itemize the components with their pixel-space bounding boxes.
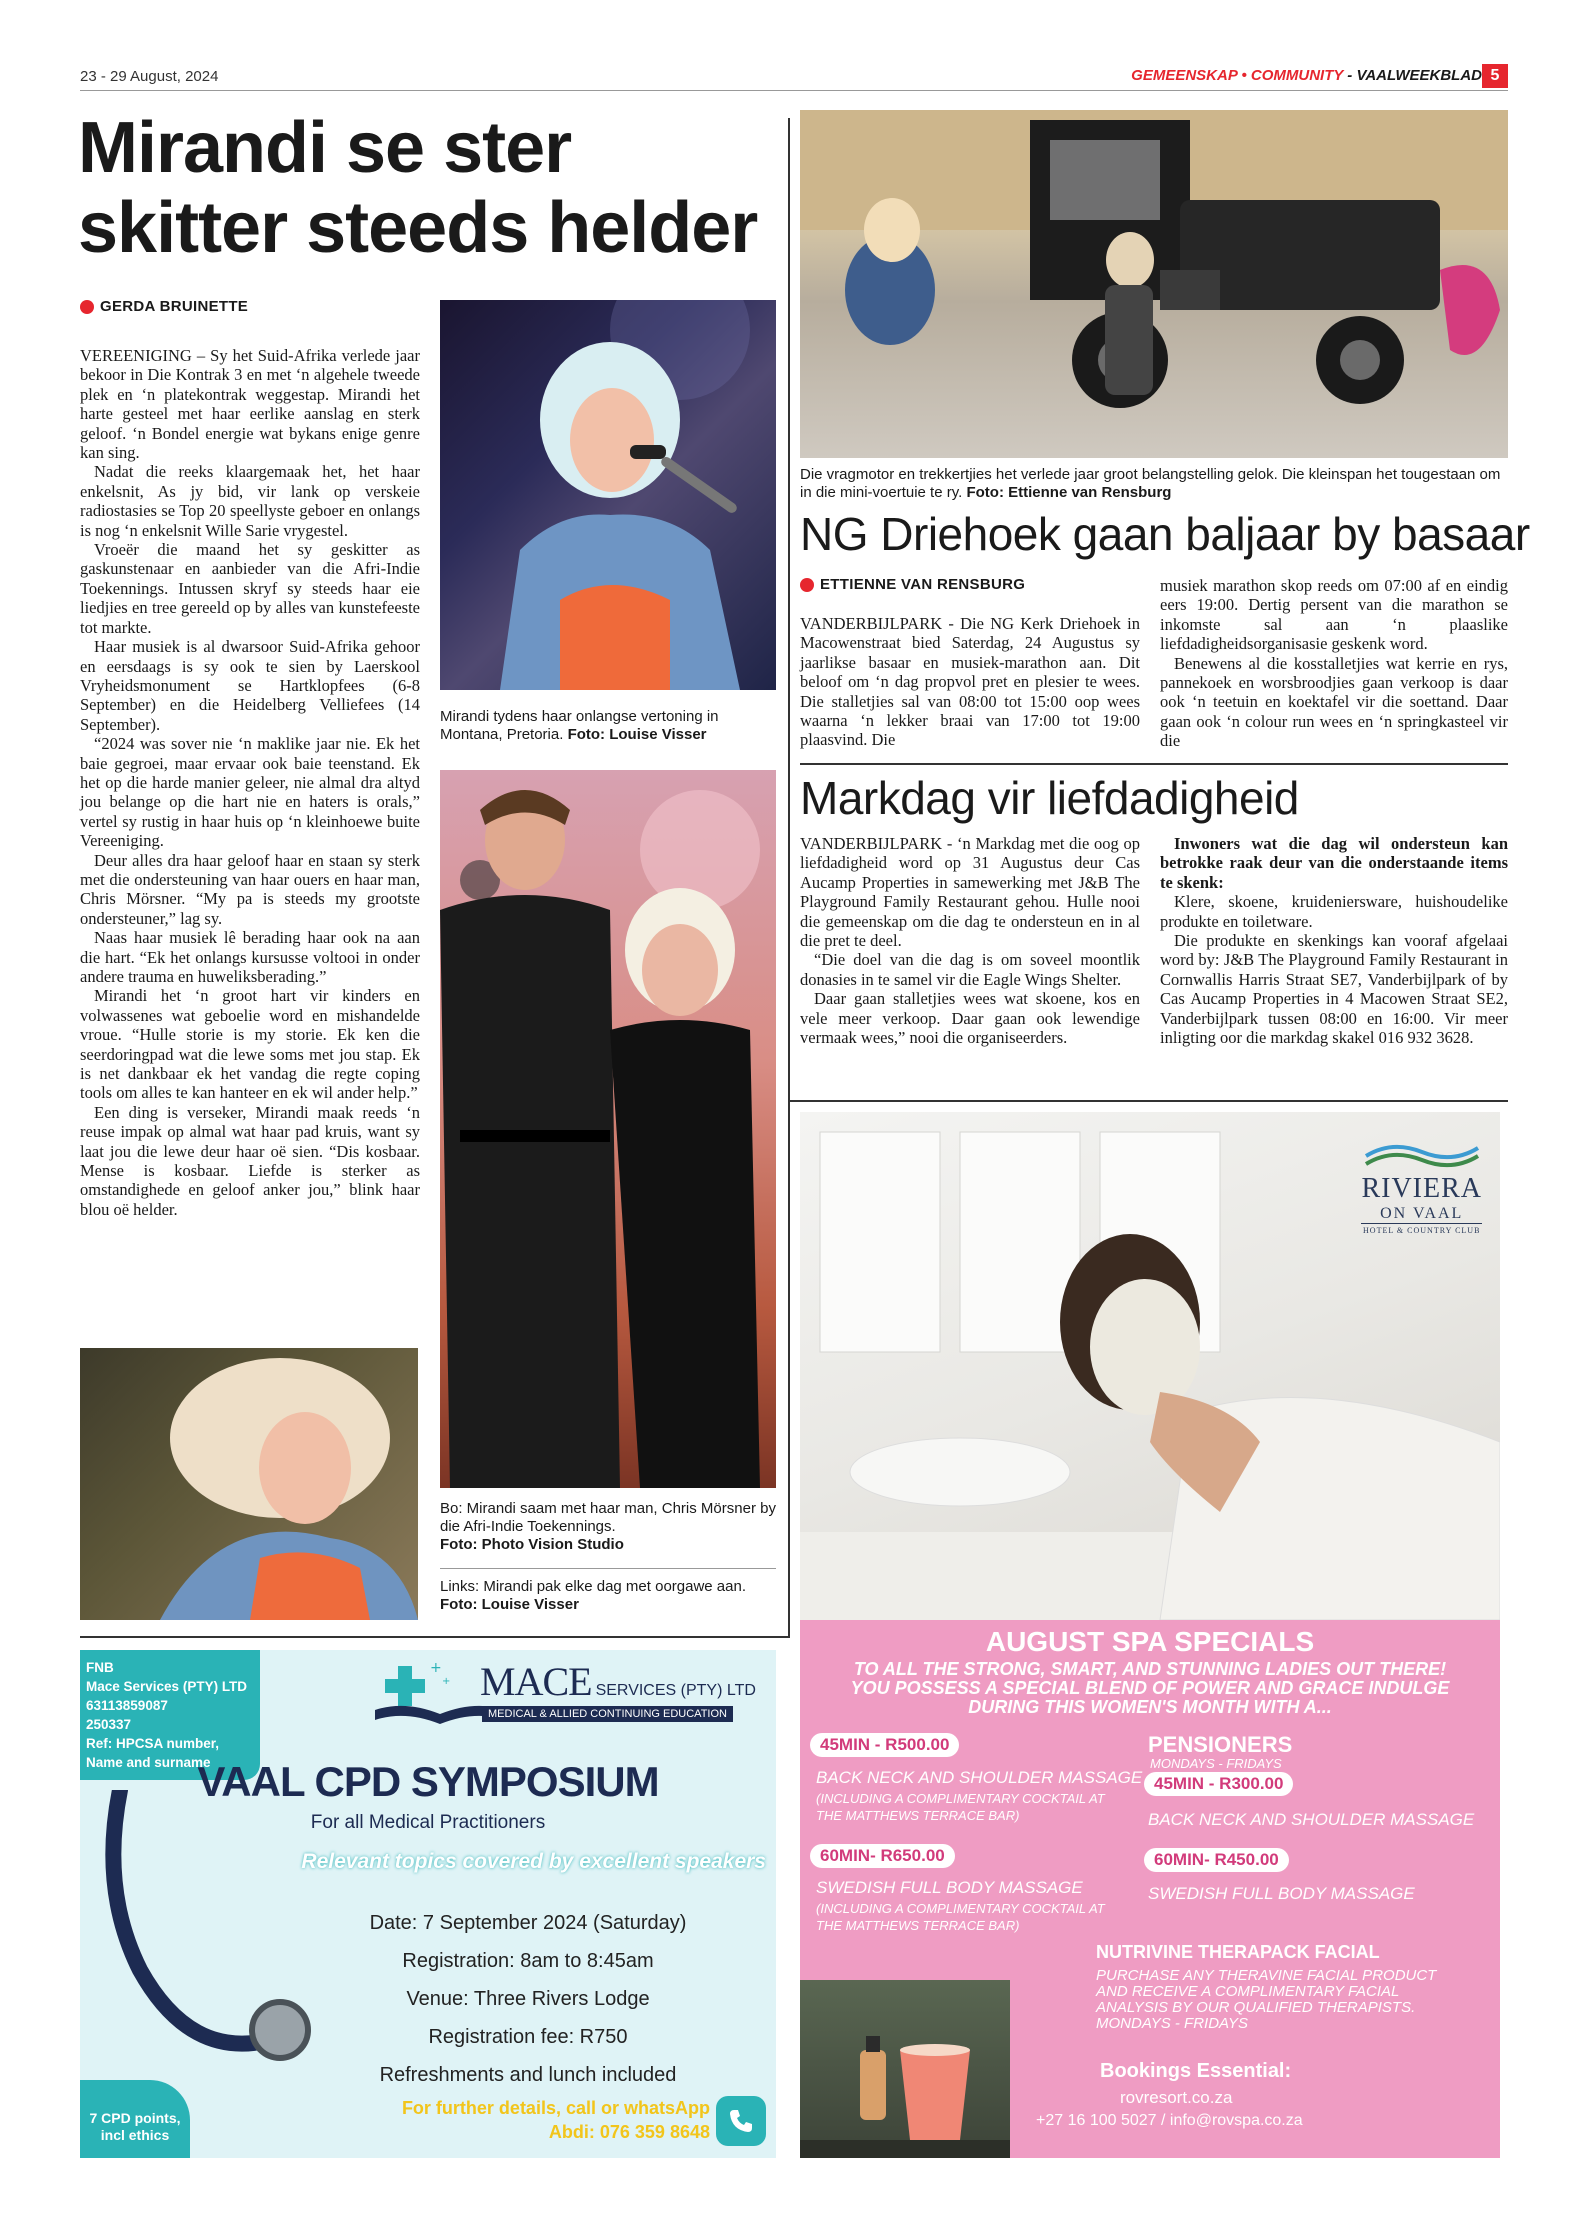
caption-credit: Foto: Louise Visser: [440, 1596, 579, 1613]
spa-ad-frame: [788, 1100, 1508, 1102]
mace-logo: [370, 1654, 770, 1736]
paragraph: Die produkte en skenkings kan vooraf afgelaai word by: J&B The Playground Family Restaurant in Cornwallis Harris Straat SE7, Vanderbijlpark of by Cas Aucamp Properties in 4 Macowen Straat SE2, Vanderbijlpark tussen 08:00 en 16:00. Vir meer inligting oor die markdag skakel 016 932 3628.: [1160, 931, 1508, 1048]
paragraph: Daar gaan stalletjies wees wat skoene, kos en vele meer verkoop. Daar gaan ook lewendige vermaak wees,” nooi die organiseerders.: [800, 989, 1140, 1048]
box-bottom-rule: [80, 1636, 790, 1638]
caption-mirandi-1: [440, 708, 776, 744]
headline-line-2: skitter steeds helder: [78, 188, 758, 268]
bookings-label: Bookings Essential:: [1100, 2060, 1292, 2082]
byline-name: GERDA BRUINETTE: [100, 298, 249, 315]
cpd-ad: [80, 1650, 776, 2158]
paragraph: Een ding is verseker, Mirandi maak reeds ‘n reuse impak op almal wat haar pad kruis, want sy laat jou die lewe deur haar oë sien. “Dis kosbaar. Mense is kosbaar. Liefde is sterker as omstandighede en geloof anker jou,” blink haar blou oë helder.: [80, 1102, 420, 1219]
cpd-date: Date: 7 September 2024 (Saturday): [369, 1912, 687, 1934]
cpd-venue: Venue: Three Rivers Lodge: [406, 1988, 650, 2010]
caption-text: Mirandi tydens haar onlangse vertoning in Montana, Pretoria.: [440, 708, 719, 743]
price-tag-2: 60MIN- R650.00: [810, 1844, 955, 1868]
cocktail-photo: [800, 1980, 1010, 2158]
phone-handset-icon: [726, 2106, 756, 2136]
cpd-registration: Registration: 8am to 8:45am: [402, 1950, 654, 1972]
markdag-col-2-text: [1160, 892, 1508, 1047]
basaar-bottom-rule: [800, 763, 1508, 765]
markdag-col-2: [1160, 834, 1508, 1047]
truck-illustration: [800, 110, 1508, 458]
header-section: [1131, 67, 1482, 84]
caption-mirandi-3: [440, 1578, 776, 1614]
byline-dot: [800, 578, 814, 592]
caption-text: Links: Mirandi pak elke dag met oorgawe aan.: [440, 1578, 747, 1595]
section-name: GEMEENSKAP • COMMUNITY: [1131, 67, 1344, 84]
paragraph: Klere, skoene, kruideniersware, huishoudelike produkte en toiletware.: [1160, 892, 1508, 931]
spa-title: AUGUST SPA SPECIALS: [985, 1626, 1315, 1657]
basaar-col-1: [800, 614, 1140, 750]
caption-mirandi-2: [440, 1500, 776, 1554]
cpd-subtitle: For all Medical Practitioners: [310, 1812, 546, 1833]
caption-truck: [800, 466, 1508, 502]
paper-name: - VAALWEEKBLAD: [1343, 67, 1482, 84]
price-tag-4: 60MIN- R450.00: [1144, 1848, 1289, 1872]
facial-text: PURCHASE ANY THERAVINE FACIAL PRODUCT AND RECEIVE A COMPLIMENTARY FACIAL ANALYSIS BY OUR QUALIFIED THERAPISTS. MONDAYS - FRIDAYS: [1096, 1967, 1437, 2032]
bank-line: FNB: [86, 1660, 114, 1675]
logo-line-2: ON VAAL: [1380, 1205, 1464, 1222]
byline-mirandi: [80, 298, 248, 315]
headline-markdag: Markdag vir liefdadigheid: [800, 772, 1299, 824]
byline-basaar: [800, 576, 1025, 593]
logo-line-3: HOTEL & COUNTRY CLUB: [1361, 1223, 1482, 1235]
paragraph: Benewens al die kosstalletjies wat kerrie en rys, pannekoek en worsbroodjies gaan verkoop is daar ook ‘n teetuin en koektafel vir die soettand. Daar gaan ook ‘n colour run wees en ‘n springkasteel vir die: [1160, 653, 1508, 751]
phone-icon[interactable]: [716, 2096, 766, 2146]
brand: MACE: [480, 1659, 592, 1704]
brand-tagline: MEDICAL & ALLIED CONTINUING EDUCATION: [482, 1706, 733, 1722]
headline-mirandi: [78, 108, 778, 268]
cpd-title: VAAL CPD SYMPOSIUM: [197, 1758, 659, 1805]
basaar-col-2: [1160, 576, 1508, 751]
paragraph: VANDERBIJLPARK - ‘n Markdag met die oog op liefdadigheid word op 31 Augustus deur Cas Aucamp Properties in samewerking met J&B The Playground Family Restaurant gehou. Hulle nooi die gemeenskap om die dag te ondersteun en in al die pret te deel.: [800, 834, 1140, 951]
paragraph: “Die doel van die dag is om soveel moontlik donasies in te samel vir die Eagle Wings Shelter.: [800, 950, 1140, 989]
headline-basaar: NG Driehoek gaan baljaar by basaar: [800, 508, 1530, 560]
caption-text: Die vragmotor en trekkertjies het verlede jaar groot belangstelling gelok. Die kleinspan het tougestaan om in die mini-voertuie te ry.: [800, 466, 1501, 501]
stage-illustration: [440, 300, 776, 690]
paragraph: musiek marathon skop reeds om 07:00 af en eindig eers 19:00. Dertig persent van die marathon se inkomste sal aan ‘n plaaslike liefdadigheidsorganisasie geskenk word.: [1160, 576, 1508, 654]
contact-line-2: Abdi: 076 359 8648: [548, 2122, 710, 2142]
cpd-details: [280, 1904, 776, 2094]
laughing-illustration: [80, 1348, 418, 1620]
logo-line-1: RIVIERA: [1361, 1173, 1482, 1204]
website: rovresort.co.za: [1120, 2088, 1233, 2107]
svg-text:+: +: [442, 1676, 451, 1687]
contact-line-1: For further details, call or whatsApp: [401, 2098, 710, 2118]
service-1: BACK NECK AND SHOULDER MASSAGE: [816, 1768, 1143, 1787]
pensioners-title: PENSIONERS: [1148, 1732, 1293, 1757]
cpd-badge: [80, 2080, 190, 2158]
paragraph: VEREENIGING – Sy het Suid-Afrika verlede jaar bekoor in Die Kontrak 3 en met ‘n algehele tweede plek en ‘n platekontrak weggestap. Mirandi het harte gesteel met haar eerlike aanslag en sterk geloof. ‘n Bondel energie wat bykans enige genre kan sing.: [80, 346, 420, 463]
headline-line-1: Mirandi se ster: [78, 108, 572, 188]
paragraph: Vroeër die maand het sy geskitter as gaskunstenaar en aanbieder van die Afri-Indie Toekennings. Intussen skryf sy steeds haar eie liedjies en tree gereeld op by alles van kunstefeeste tot markte.: [80, 540, 420, 637]
contact-info: +27 16 100 5027 / info@rovspa.co.za: [1036, 2112, 1303, 2129]
bank-line: 63113859087: [86, 1698, 168, 1713]
caption-credit: Foto: Louise Visser: [567, 726, 707, 743]
pensioners-days: MONDAYS - FRIDAYS: [1150, 1756, 1282, 1771]
cpd-topics: Relevant topics covered by excellent speakers: [301, 1850, 766, 1873]
brand-suffix: SERVICES (PTY) LTD: [595, 1682, 756, 1699]
bank-line: 250337: [86, 1717, 132, 1732]
bank-details: [80, 1650, 260, 1772]
header-date: 23 - 29 August, 2024: [80, 68, 219, 85]
bank-line: Mace Services (PTY) LTD: [86, 1679, 248, 1694]
paragraph: VANDERBIJLPARK - Die NG Kerk Driehoek in Macowenstraat bied Saterdag, 24 Augustus sy jaarlikse basaar en musiek-marathon aan. Dit beloof om ‘n dag propvol pret en plesier te wees. Die stalletjies sal van 08:00 tot 15:00 oop wees waarna ‘n lekker braai van 17:00 tot 19:00 plaasvind. Die: [800, 614, 1140, 750]
cpd-refreshments: Refreshments and lunch included: [379, 2064, 677, 2086]
article-body-mirandi: [80, 346, 420, 1219]
markdag-col-1: [800, 834, 1140, 1047]
byline-dot: [80, 300, 94, 314]
paragraph: Mirandi het ‘n groot hart vir kinders en volwassenes wat geboelie word en mishandelde vroue. “Hulle storie is my storie. Ek ken die seerdoringpad wat die lewe soms met jou stap. Ek is net dankbaar ek het vandag die regte coping tools om alles te kan hanteer en ek wil ander help.”: [80, 986, 420, 1103]
caption-divider: [440, 1568, 776, 1569]
byline-name: ETTIENNE VAN RENSBURG: [820, 576, 1026, 593]
price-tag-3: 45MIN - R300.00: [1144, 1772, 1293, 1796]
photo-mirandi-laughing: [80, 1348, 418, 1620]
paragraph: “2024 was sover nie ‘n maklike jaar nie. Ek het baie gegroei, maar ervaar ook baie teenstand. Ek het op die harde manier geleer, nie almal dra altyd jou belange op die hart nie en haters is orals,” vertel sy rustig in haar huis op ‘n kleinhoewe buite Vereeniging.: [80, 734, 420, 851]
bank-line: Name and surname: [86, 1755, 211, 1770]
caption-credit: Foto: Photo Vision Studio: [440, 1536, 624, 1553]
cocktail-illustration: [800, 1980, 1010, 2158]
cpd-contact: [280, 2096, 710, 2144]
paragraph: Nadat die reeks klaargemaak het, het haar enkelsnit, As jy bid, vir lank op verskeie radiostasies se Top 20 speellyste geboer en onlangs is nog ‘n enkelsnit Wille Sarie vrygestel.: [80, 462, 420, 540]
riviera-logo: [1361, 1138, 1482, 1235]
spa-ad-frame-left: [788, 1100, 790, 1638]
spa-ad-photo: [800, 1112, 1500, 1620]
spa-ad-panel: [800, 1620, 1500, 2158]
service-1-note: (INCLUDING A COMPLIMENTARY COCKTAIL AT THE MATTHEWS TERRACE BAR): [816, 1791, 1105, 1823]
brand-name: [480, 1658, 756, 1705]
wave-logo-icon: [1362, 1138, 1482, 1168]
paragraph: Haar musiek is al dwarsoor Suid-Afrika gehoor en eersdaags is sy ook te sien by Laerskool Vryheidsmonument se Hartklopfees (6-8 September) en die Heidelberg Velliefees (14 September).: [80, 637, 420, 734]
spa-intro: TO ALL THE STRONG, SMART, AND STUNNING LADIES OUT THERE! YOU POSSESS A SPECIAL BLEND OF POWER AND GRACE INDULGE DURING THIS WOMEN'S MONTH WITH A...: [850, 1659, 1450, 1717]
facial-title: NUTRIVINE THERAPACK FACIAL: [1096, 1942, 1380, 1962]
photo-mirandi-couple: [440, 770, 776, 1488]
caption-credit: Foto: Ettienne van Rensburg: [966, 484, 1172, 501]
bank-line: Ref: HPCSA number,: [86, 1736, 220, 1751]
paragraph: Deur alles dra haar geloof haar en staan sy sterk met die ondersteuning van haar ouers en haar man, Chris Mörsner. “My pa is steeds my grootste ondersteuner,” lag sy.: [80, 850, 420, 928]
paragraph: Naas haar musiek lê berading haar ook na aan die hart. “Ek het onlangs kursusse voltooi in onder andere trauma en huweliksberading.”: [80, 928, 420, 986]
price-tag-1: 45MIN - R500.00: [810, 1733, 959, 1757]
paragraph-bold: [1160, 834, 1508, 892]
bold-text: Inwoners wat die dag wil ondersteun kan betrokke raak deur van die onderstaande items te skenk:: [1160, 834, 1508, 892]
service-2-note: (INCLUDING A COMPLIMENTARY COCKTAIL AT THE MATTHEWS TERRACE BAR): [816, 1901, 1105, 1933]
page-number: 5: [1482, 64, 1508, 88]
caption-text: Bo: Mirandi saam met haar man, Chris Mörsner by die Afri-Indie Toekennings.: [440, 1500, 776, 1535]
cpd-fee: Registration fee: R750: [428, 2026, 628, 2048]
photo-truck: [800, 110, 1508, 458]
service-2: SWEDISH FULL BODY MASSAGE: [816, 1878, 1083, 1897]
svg-text:+: +: [430, 1660, 442, 1676]
badge-text: 7 CPD points, incl ethics: [89, 2110, 181, 2143]
couple-illustration: [440, 770, 776, 1488]
photo-mirandi-stage: [440, 300, 776, 690]
header-rule: [80, 90, 1508, 91]
service-4: SWEDISH FULL BODY MASSAGE: [1148, 1884, 1415, 1903]
service-3: BACK NECK AND SHOULDER MASSAGE: [1148, 1810, 1475, 1829]
